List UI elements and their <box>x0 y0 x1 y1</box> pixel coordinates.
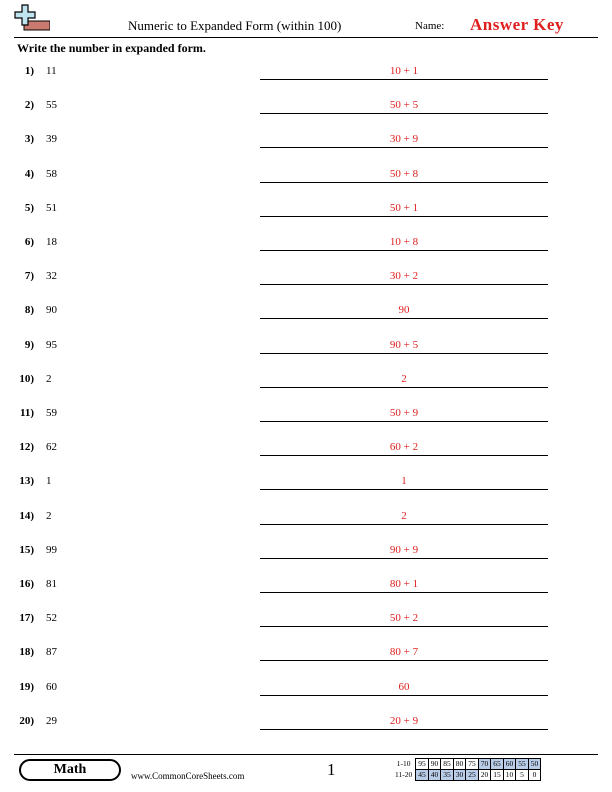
problem-value: 99 <box>46 543 57 556</box>
answer-text: 1 <box>401 475 407 488</box>
answer-text: 80 + 7 <box>389 646 419 659</box>
answer-text: 10 + 8 <box>389 236 419 248</box>
problem-number: 20) <box>19 714 34 727</box>
answer-line <box>260 284 548 285</box>
answer-line <box>260 113 548 114</box>
problem-row <box>0 133 612 163</box>
problem-row <box>0 578 612 608</box>
worksheet-title: Numeric to Expanded Form (within 100) <box>128 18 342 33</box>
instructions: Write the number in expanded form. <box>17 41 206 55</box>
problem-row <box>0 715 612 745</box>
plus-logo-icon <box>14 4 50 36</box>
problem-value: 52 <box>46 612 57 625</box>
problem-value: 90 <box>46 304 57 317</box>
problem-number: 14) <box>19 509 34 522</box>
answer-line <box>260 182 548 183</box>
answer-text: 30 + 9 <box>389 133 419 146</box>
answer-text: 60 <box>398 680 410 693</box>
score-cell: 5 <box>516 770 529 781</box>
answer-key-label: Answer Key <box>470 15 564 34</box>
answer-line <box>260 216 548 217</box>
score-row <box>393 759 541 770</box>
answer-text: 90 <box>398 304 410 317</box>
score-cell: 25 <box>466 770 479 781</box>
problem-row <box>0 65 612 95</box>
problem-row <box>0 646 612 676</box>
answer-text: 50 + 8 <box>389 167 419 180</box>
answer-line <box>260 660 548 661</box>
problem-number: 2) <box>24 99 34 112</box>
answer-line <box>260 79 548 80</box>
problem-number: 6) <box>24 236 34 248</box>
answer-text: 60 + 2 <box>389 441 419 454</box>
problem-number: 5) <box>24 201 34 214</box>
answer-line <box>260 353 548 354</box>
problem-row <box>0 270 612 300</box>
problem-number: 9) <box>24 338 34 351</box>
answer-text: 10 + 1 <box>389 65 419 77</box>
problem-row <box>0 202 612 232</box>
problem-number: 8) <box>24 304 34 317</box>
page-number: 1 <box>327 760 336 779</box>
answer-line <box>260 421 548 422</box>
problem-number: 12) <box>19 441 34 454</box>
score-cell: 30 <box>453 770 466 781</box>
problem-number: 7) <box>24 270 34 283</box>
score-cell: 95 <box>416 759 429 770</box>
score-cell: 40 <box>428 770 441 781</box>
problem-row <box>0 304 612 334</box>
problem-value: 55 <box>46 99 57 112</box>
problem-row <box>0 236 612 266</box>
problem-value: 87 <box>46 646 57 659</box>
score-cell: 90 <box>428 759 441 770</box>
problem-row <box>0 407 612 437</box>
answer-line <box>260 455 548 456</box>
score-cell: 80 <box>453 759 466 770</box>
answer-text: 80 + 1 <box>389 578 419 590</box>
problem-row <box>0 510 612 540</box>
answer-line <box>260 318 548 319</box>
problem-value: 32 <box>46 270 57 283</box>
score-cell: 75 <box>466 759 479 770</box>
answer-text: 50 + 1 <box>389 201 419 214</box>
problem-number: 11) <box>19 407 34 419</box>
name-label: Name: <box>415 20 445 32</box>
problem-row <box>0 441 612 471</box>
problem-value: 2 <box>46 372 52 385</box>
problem-row <box>0 475 612 505</box>
problem-value: 39 <box>46 133 57 146</box>
score-range-label: 11-20 <box>395 770 413 779</box>
problem-number: 13) <box>19 475 34 488</box>
problem-value: 95 <box>46 338 57 351</box>
subject-badge: Math <box>19 759 121 781</box>
problem-value: 59 <box>46 407 57 419</box>
problem-row <box>0 339 612 369</box>
header-divider <box>14 37 598 38</box>
answer-text: 20 + 9 <box>389 714 419 727</box>
problem-number: 3) <box>24 133 34 146</box>
score-row <box>393 770 541 781</box>
answer-line <box>260 558 548 559</box>
answer-line <box>260 695 548 696</box>
problem-number: 10) <box>19 372 34 385</box>
website-url: www.CommonCoreSheets.com <box>131 771 245 781</box>
score-cell: 50 <box>528 759 541 770</box>
problem-value: 2 <box>46 509 52 522</box>
score-cell: 0 <box>528 770 541 781</box>
problem-row <box>0 612 612 642</box>
problem-number: 19) <box>19 680 34 693</box>
answer-text: 50 + 5 <box>389 99 419 112</box>
score-range-label: 1-10 <box>396 759 411 768</box>
answer-text: 50 + 2 <box>389 612 419 625</box>
score-cell: 10 <box>503 770 516 781</box>
score-cell: 65 <box>491 759 504 770</box>
problem-value: 11 <box>46 65 57 77</box>
score-cell: 85 <box>441 759 454 770</box>
problem-number: 16) <box>19 578 34 590</box>
problem-value: 18 <box>46 236 57 248</box>
answer-line <box>260 147 548 148</box>
score-table <box>393 758 541 781</box>
footer-divider <box>14 754 598 755</box>
score-cell: 45 <box>416 770 429 781</box>
problem-row <box>0 168 612 198</box>
answer-line <box>260 387 548 388</box>
answer-text: 90 + 9 <box>389 543 419 556</box>
problem-number: 1) <box>24 65 34 77</box>
answer-line <box>260 592 548 593</box>
problem-row <box>0 373 612 403</box>
problem-row <box>0 681 612 711</box>
problem-number: 18) <box>19 646 34 659</box>
answer-text: 90 + 5 <box>389 338 419 351</box>
answer-line <box>260 250 548 251</box>
answer-text: 50 + 9 <box>389 407 419 419</box>
problem-value: 1 <box>46 475 52 488</box>
score-cell: 55 <box>516 759 529 770</box>
answer-line <box>260 489 548 490</box>
problem-value: 58 <box>46 167 57 180</box>
problem-value: 29 <box>46 714 57 727</box>
problem-value: 62 <box>46 441 57 454</box>
answer-text: 2 <box>401 372 407 385</box>
score-cell: 20 <box>478 770 491 781</box>
problem-value: 51 <box>46 201 57 214</box>
answer-line <box>260 729 548 730</box>
score-cell: 15 <box>491 770 504 781</box>
problem-value: 60 <box>46 680 57 693</box>
answer-text: 30 + 2 <box>389 270 419 283</box>
answer-text: 2 <box>401 509 407 522</box>
problem-number: 4) <box>24 167 34 180</box>
problem-value: 81 <box>46 578 57 590</box>
score-cell: 70 <box>478 759 491 770</box>
answer-line <box>260 626 548 627</box>
problem-row <box>0 99 612 129</box>
score-cell: 60 <box>503 759 516 770</box>
score-cell: 35 <box>441 770 454 781</box>
problem-row <box>0 544 612 574</box>
problem-number: 15) <box>19 543 34 556</box>
problem-number: 17) <box>19 612 34 625</box>
answer-line <box>260 524 548 525</box>
